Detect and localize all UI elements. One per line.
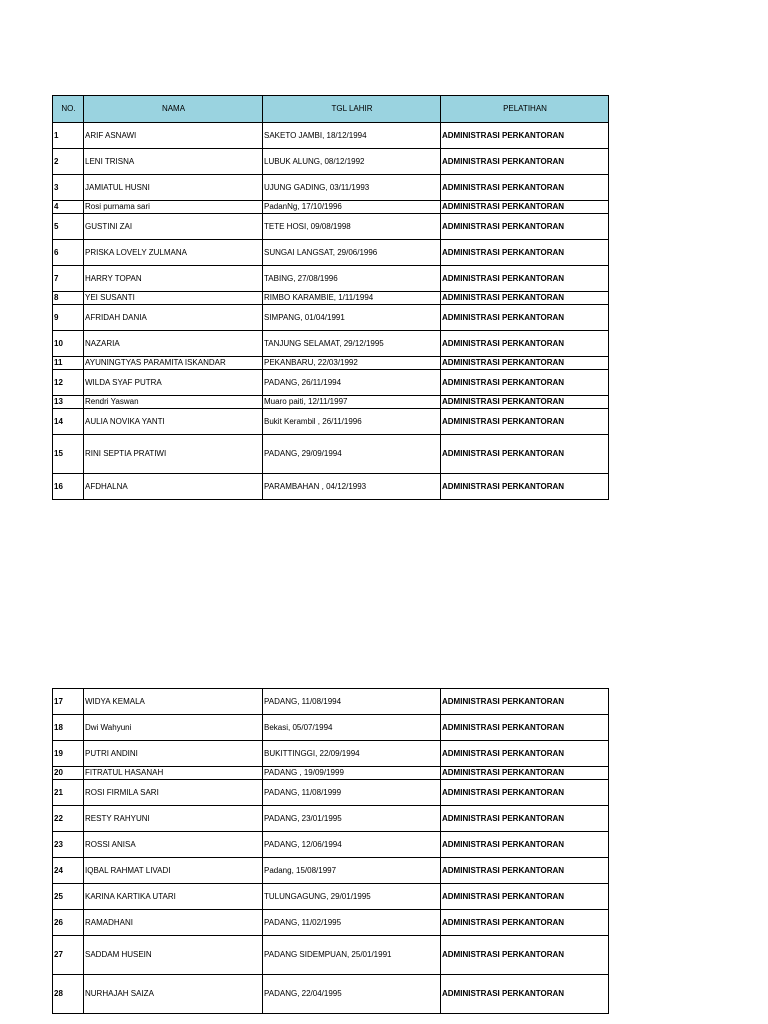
cell-no: 13 (53, 396, 84, 409)
cell-tgl-lahir: PADANG, 11/08/1994 (263, 689, 441, 715)
cell-tgl-lahir: UJUNG GADING, 03/11/1993 (263, 175, 441, 201)
cell-nama: ARIF ASNAWI (84, 123, 263, 149)
cell-tgl-lahir: TANJUNG SELAMAT, 29/12/1995 (263, 331, 441, 357)
cell-no: 6 (53, 240, 84, 266)
cell-pelatihan: ADMINISTRASI PERKANTORAN (441, 936, 609, 975)
cell-tgl-lahir: TULUNGAGUNG, 29/01/1995 (263, 884, 441, 910)
cell-nama: Rosi purnama sari (84, 201, 263, 214)
cell-no: 4 (53, 201, 84, 214)
header-nama: NAMA (84, 96, 263, 123)
cell-nama: RINI SEPTIA PRATIWI (84, 435, 263, 474)
cell-nama: HARRY TOPAN (84, 266, 263, 292)
header-row (53, 96, 609, 123)
cell-pelatihan: ADMINISTRASI PERKANTORAN (441, 201, 609, 214)
cell-tgl-lahir: Bukit Kerambil , 26/11/1996 (263, 409, 441, 435)
table-row (53, 715, 609, 741)
cell-pelatihan: ADMINISTRASI PERKANTORAN (441, 884, 609, 910)
cell-nama: PRISKA LOVELY ZULMANA (84, 240, 263, 266)
cell-nama: ROSI FIRMILA SARI (84, 780, 263, 806)
table-row (53, 435, 609, 474)
table-row (53, 240, 609, 266)
cell-no: 20 (53, 767, 84, 780)
cell-pelatihan: ADMINISTRASI PERKANTORAN (441, 689, 609, 715)
table-row (53, 409, 609, 435)
table-row (53, 214, 609, 240)
cell-pelatihan: ADMINISTRASI PERKANTORAN (441, 240, 609, 266)
cell-pelatihan: ADMINISTRASI PERKANTORAN (441, 858, 609, 884)
cell-nama: LENI TRISNA (84, 149, 263, 175)
cell-tgl-lahir: PADANG, 26/11/1994 (263, 370, 441, 396)
cell-nama: WILDA SYAF PUTRA (84, 370, 263, 396)
cell-no: 16 (53, 474, 84, 500)
cell-tgl-lahir: PADANG, 22/04/1995 (263, 975, 441, 1014)
cell-tgl-lahir: Muaro paiti, 12/11/1997 (263, 396, 441, 409)
cell-tgl-lahir: PadanNg, 17/10/1996 (263, 201, 441, 214)
cell-no: 21 (53, 780, 84, 806)
cell-no: 26 (53, 910, 84, 936)
cell-pelatihan: ADMINISTRASI PERKANTORAN (441, 305, 609, 331)
cell-nama: IQBAL RAHMAT LIVADI (84, 858, 263, 884)
cell-nama: AYUNINGTYAS PARAMITA ISKANDAR (84, 357, 263, 370)
cell-no: 24 (53, 858, 84, 884)
cell-tgl-lahir: LUBUK ALUNG, 08/12/1992 (263, 149, 441, 175)
cell-nama: KARINA KARTIKA UTARI (84, 884, 263, 910)
cell-tgl-lahir: PADANG, 11/08/1999 (263, 780, 441, 806)
table-row (53, 975, 609, 1014)
cell-nama: AFDHALNA (84, 474, 263, 500)
table-row (53, 201, 609, 214)
table-row (53, 884, 609, 910)
header-pelatihan: PELATIHAN (441, 96, 609, 123)
cell-no: 5 (53, 214, 84, 240)
cell-pelatihan: ADMINISTRASI PERKANTORAN (441, 741, 609, 767)
cell-no: 10 (53, 331, 84, 357)
participant-table-2 (52, 688, 609, 1014)
cell-pelatihan: ADMINISTRASI PERKANTORAN (441, 780, 609, 806)
table-row (53, 767, 609, 780)
cell-pelatihan: ADMINISTRASI PERKANTORAN (441, 370, 609, 396)
table-row (53, 331, 609, 357)
cell-pelatihan: ADMINISTRASI PERKANTORAN (441, 435, 609, 474)
cell-tgl-lahir: PADANG, 23/01/1995 (263, 806, 441, 832)
cell-tgl-lahir: RIMBO KARAMBIE, 1/11/1994 (263, 292, 441, 305)
cell-pelatihan: ADMINISTRASI PERKANTORAN (441, 474, 609, 500)
cell-pelatihan: ADMINISTRASI PERKANTORAN (441, 266, 609, 292)
table-row (53, 741, 609, 767)
cell-tgl-lahir: PARAMBAHAN , 04/12/1993 (263, 474, 441, 500)
cell-nama: NAZARIA (84, 331, 263, 357)
cell-tgl-lahir: BUKITTINGGI, 22/09/1994 (263, 741, 441, 767)
table-row (53, 149, 609, 175)
cell-pelatihan: ADMINISTRASI PERKANTORAN (441, 357, 609, 370)
cell-tgl-lahir: PADANG SIDEMPUAN, 25/01/1991 (263, 936, 441, 975)
cell-no: 11 (53, 357, 84, 370)
cell-no: 7 (53, 266, 84, 292)
cell-pelatihan: ADMINISTRASI PERKANTORAN (441, 214, 609, 240)
cell-pelatihan: ADMINISTRASI PERKANTORAN (441, 806, 609, 832)
cell-no: 2 (53, 149, 84, 175)
cell-tgl-lahir: TABING, 27/08/1996 (263, 266, 441, 292)
cell-pelatihan: ADMINISTRASI PERKANTORAN (441, 715, 609, 741)
table-row (53, 266, 609, 292)
cell-pelatihan: ADMINISTRASI PERKANTORAN (441, 767, 609, 780)
table-row (53, 689, 609, 715)
cell-no: 3 (53, 175, 84, 201)
cell-pelatihan: ADMINISTRASI PERKANTORAN (441, 175, 609, 201)
cell-nama: GUSTINI ZAI (84, 214, 263, 240)
cell-no: 27 (53, 936, 84, 975)
cell-nama: ROSSI ANISA (84, 832, 263, 858)
cell-tgl-lahir: Padang, 15/08/1997 (263, 858, 441, 884)
table-row (53, 175, 609, 201)
cell-pelatihan: ADMINISTRASI PERKANTORAN (441, 910, 609, 936)
cell-tgl-lahir: SUNGAI LANGSAT, 29/06/1996 (263, 240, 441, 266)
cell-nama: AULIA NOVIKA YANTI (84, 409, 263, 435)
table-row (53, 305, 609, 331)
cell-no: 15 (53, 435, 84, 474)
cell-no: 23 (53, 832, 84, 858)
cell-pelatihan: ADMINISTRASI PERKANTORAN (441, 396, 609, 409)
cell-nama: JAMIATUL HUSNI (84, 175, 263, 201)
cell-tgl-lahir: PADANG, 12/06/1994 (263, 832, 441, 858)
table-row (53, 123, 609, 149)
cell-tgl-lahir: PADANG, 11/02/1995 (263, 910, 441, 936)
cell-tgl-lahir: SAKETO JAMBI, 18/12/1994 (263, 123, 441, 149)
cell-pelatihan: ADMINISTRASI PERKANTORAN (441, 149, 609, 175)
cell-no: 18 (53, 715, 84, 741)
cell-nama: RESTY RAHYUNI (84, 806, 263, 832)
cell-nama: PUTRI ANDINI (84, 741, 263, 767)
cell-no: 19 (53, 741, 84, 767)
cell-pelatihan: ADMINISTRASI PERKANTORAN (441, 123, 609, 149)
cell-no: 28 (53, 975, 84, 1014)
cell-pelatihan: ADMINISTRASI PERKANTORAN (441, 292, 609, 305)
cell-tgl-lahir: Bekasi, 05/07/1994 (263, 715, 441, 741)
cell-pelatihan: ADMINISTRASI PERKANTORAN (441, 409, 609, 435)
cell-pelatihan: ADMINISTRASI PERKANTORAN (441, 975, 609, 1014)
table-row (53, 780, 609, 806)
cell-no: 25 (53, 884, 84, 910)
cell-nama: FITRATUL HASANAH (84, 767, 263, 780)
cell-nama: WIDYA KEMALA (84, 689, 263, 715)
cell-pelatihan: ADMINISTRASI PERKANTORAN (441, 331, 609, 357)
cell-pelatihan: ADMINISTRASI PERKANTORAN (441, 832, 609, 858)
cell-nama: NURHAJAH SAIZA (84, 975, 263, 1014)
cell-nama: RAMADHANI (84, 910, 263, 936)
cell-tgl-lahir: PEKANBARU, 22/03/1992 (263, 357, 441, 370)
header-tgl-lahir: TGL LAHIR (263, 96, 441, 123)
table-row (53, 396, 609, 409)
cell-no: 8 (53, 292, 84, 305)
cell-nama: SADDAM HUSEIN (84, 936, 263, 975)
participant-table-1 (52, 95, 609, 500)
cell-tgl-lahir: TETE HOSI, 09/08/1998 (263, 214, 441, 240)
table-row (53, 474, 609, 500)
cell-no: 1 (53, 123, 84, 149)
cell-tgl-lahir: PADANG , 19/09/1999 (263, 767, 441, 780)
table-row (53, 292, 609, 305)
table-row (53, 936, 609, 975)
table-row (53, 370, 609, 396)
cell-nama: Rendri Yaswan (84, 396, 263, 409)
cell-no: 14 (53, 409, 84, 435)
table-row (53, 910, 609, 936)
cell-no: 22 (53, 806, 84, 832)
table-row (53, 832, 609, 858)
cell-tgl-lahir: SIMPANG, 01/04/1991 (263, 305, 441, 331)
cell-no: 17 (53, 689, 84, 715)
cell-tgl-lahir: PADANG, 29/09/1994 (263, 435, 441, 474)
table-row (53, 858, 609, 884)
table-row (53, 806, 609, 832)
cell-no: 12 (53, 370, 84, 396)
cell-nama: YEI SUSANTI (84, 292, 263, 305)
cell-nama: Dwi Wahyuni (84, 715, 263, 741)
header-no: NO. (53, 96, 84, 123)
cell-nama: AFRIDAH DANIA (84, 305, 263, 331)
cell-no: 9 (53, 305, 84, 331)
table-row (53, 357, 609, 370)
